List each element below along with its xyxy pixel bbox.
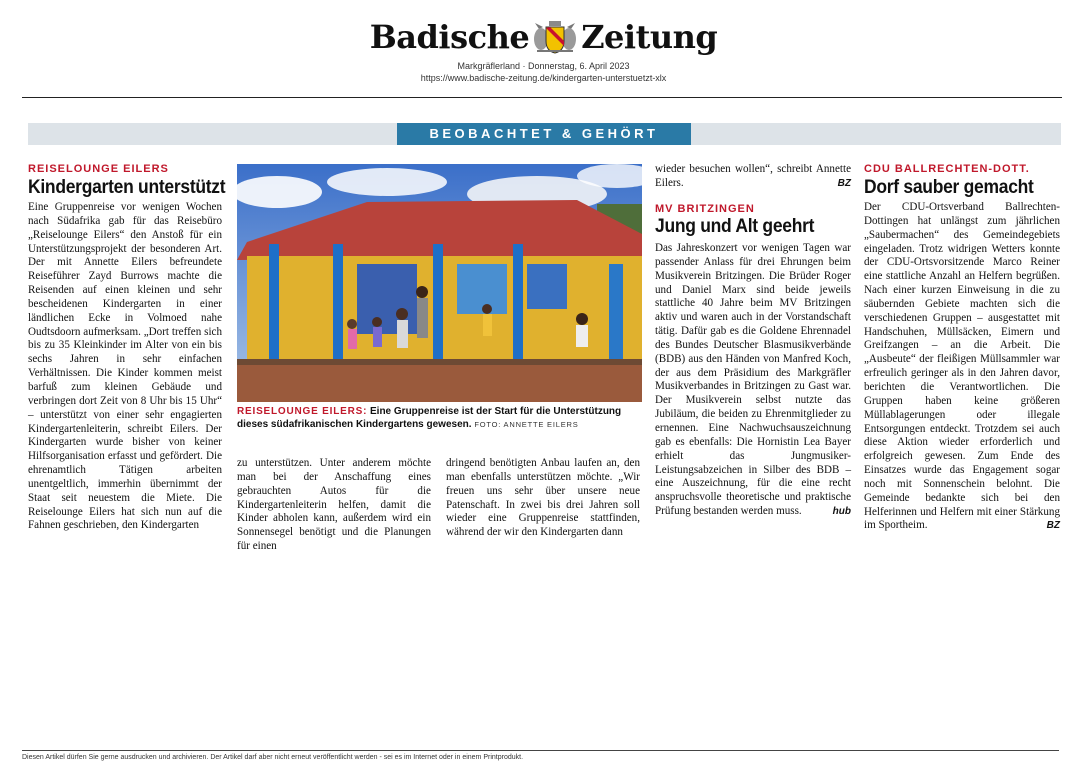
article1-signature: BZ xyxy=(837,177,851,189)
article1-col4-text: wieder besuchen wollen“, schreibt Annette Eilers. xyxy=(655,163,851,189)
article2-kicker: MV BRITZINGEN xyxy=(655,203,755,215)
kindergarten-photo xyxy=(237,164,642,402)
caption-kicker: REISELOUNGE EILERS: xyxy=(237,406,368,417)
kindergarten-photo-illustration xyxy=(237,164,642,402)
article2-headline: Jung und Alt geehrt xyxy=(655,216,815,237)
caption-text: Eine Gruppenreise ist der Start für die Unterstützung dieses südafrikanischen Kindergartens gewesen. xyxy=(237,406,622,430)
article1-kicker: REISELOUNGE EILERS xyxy=(28,163,169,175)
article3-headline: Dorf sauber gemacht xyxy=(864,177,1034,198)
article3-kicker: CDU BALLRECHTEN-DOTT. xyxy=(864,163,1030,175)
photo-credit: FOTO: ANNETTE EILERS xyxy=(474,419,579,429)
masthead xyxy=(0,18,1087,84)
article-url: https://www.badische-zeitung.de/kindergarten-unterstuetzt-xlx xyxy=(420,73,667,83)
article3-body xyxy=(864,201,1060,533)
logo-left: Badische xyxy=(369,18,530,56)
article1-col3: dringend benötigten Anbau laufen an, den man ebenfalls unterstützen möchte. „Wir freuen uns sehr über unsere neue Patenschaft. In zwei bis drei Jahren soll wieder eine Gruppenreise stattfinden, während der wir den Kindergarten dann xyxy=(446,457,640,539)
edition-line: Markgräflerland · Donnerstag, 6. April 2023 xyxy=(457,61,630,71)
article3-text: Der CDU-Ortsverband Ballrechten-Dottingen hat unlängst zum jährlichen „Saubermachen“ des Gemeindegebiets eingeladen. Trotz widrigen Wetters konnte der CDU-Ortsvorsitzende Marco Reiner eine stattliche Anzahl an Helfern begrüßen. Nach einer kurzen Einweisung in die zu säubernden Gebiete machten sich die verschiedenen Gruppen – ausgestattet mit Handschuhen, Müllsäcken, Eimern und Greifzangen – an die Arbeit. Die „Ausbeute“ der fleißigen Müllsammler war erfreulich geringer als in den Jahren davor, berichten die Verantwortlichen. Die Gruppen haben keine größeren Müllablagerungen oder illegale Entsorgungen entdeckt. Trotzdem sei auch diese Aktion wieder erforderlich und erfolgreich gewesen. Zum Ende des Einsatzes wurde das Engagement sogar noch mit Sonnenschein belohnt. Die Gemeinde bedankte sich bei den Helferinnen und Helfern mit einer Stärkung im Sportheim. xyxy=(864,201,1060,532)
article2-signature: hub xyxy=(832,506,851,518)
article2-body xyxy=(655,242,851,519)
footer-notice: Diesen Artikel dürfen Sie gerne ausdrucken und archivieren. Der Artikel darf aber nicht erneut veröffentlicht werden - sei es im Internet oder in einem Printprodukt. xyxy=(22,754,524,761)
newspaper-logo xyxy=(370,18,718,56)
article1-col1: Eine Gruppenreise vor wenigen Wochen nach Südafrika gab für das Reisebüro „Reiselounge Eilers“ den Anstoß für ein Unterstützungsprojekt der besonderen Art. Der mit Annette Eilers befreundete Reiseführer Zayd Burrows machte die Reisenden auf einen kleinen und sehr bescheidenen Kindergarten in einer ländlichen Ecke in Volmoed nahe Oudtsdoorn aufmerksam. „Dort treffen sich bis zu 35 Kleinkinder im Alter von ein bis sechs Jahren in sehr einfachen Verhältnissen. Die Kinder kommen meist barfuß zum kleinen Gebäude und verbringen dort Zeit von 8 Uhr bis 15 Uhr“ – unterstützt von einer sehr engagierten Kindergartenleiterin, schreibt Eilers. Der Kindergarten wurde bisher von keiner Hilfsorganisation erfasst und gefördert. Die ehrenamtlich Tätigen arbeiten unentgeltlich, immerhin übernimmt der Staat seit neuestem die Miete. Die Reiselounge Eilers hat sich nun auf die Fahnen geschrieben, den Kindergarten xyxy=(28,201,222,532)
footer-rule xyxy=(22,750,1059,751)
article1-col2: zu unterstützen. Unter anderem möchte man bei der Anschaffung eines gebrauchten Autos für die Kindergartenleiterin helfen, damit die Kinder abholen kann, außerdem wird ein Sonnensegel benötigt und die Planungen für einen xyxy=(237,457,431,553)
header-rule xyxy=(22,97,1062,98)
article3-signature: BZ xyxy=(1046,520,1060,532)
article1-col4 xyxy=(655,163,851,191)
photo-caption xyxy=(237,406,642,431)
section-title: BEOBACHTET & GEHÖRT xyxy=(397,123,691,145)
article1-headline: Kindergarten unterstützt xyxy=(28,177,226,198)
coat-of-arms-icon xyxy=(533,19,577,55)
article2-text: Das Jahreskonzert vor wenigen Tagen war passender Anlass für drei Ehrungen beim Musikverein Britzingen. Die Brüder Roger und Daniel Marx sind beide jeweils stattliche 40 Jahre beim MV Britzingen aktiv und waren auch in der Vorstandschaft tätig. Dafür gab es die Goldene Ehrennadel des Bundes Deutscher Blasmusikverbände (BDB) aus den Händen von Manfred Koch, der aus dem Präsidium des Markgräfler Musikverbandes in Britzingen zu Gast war. Der Musikverein selbst nutzte das Jubiläum, die beiden zu Ehrenmitglieder zu ernennen. Eine Nachwuchsauszeichnung gab es ebenfalls: Die Hornistin Lea Bayer erhielt das Jungmusiker-Leistungsabzeichen in Silber des BDB – eine Auszeichnung, für die eine recht anspruchsvolle theoretische und praktische Prüfung bestanden werden muss. xyxy=(655,242,851,518)
logo-right: Zeitung xyxy=(581,18,718,56)
